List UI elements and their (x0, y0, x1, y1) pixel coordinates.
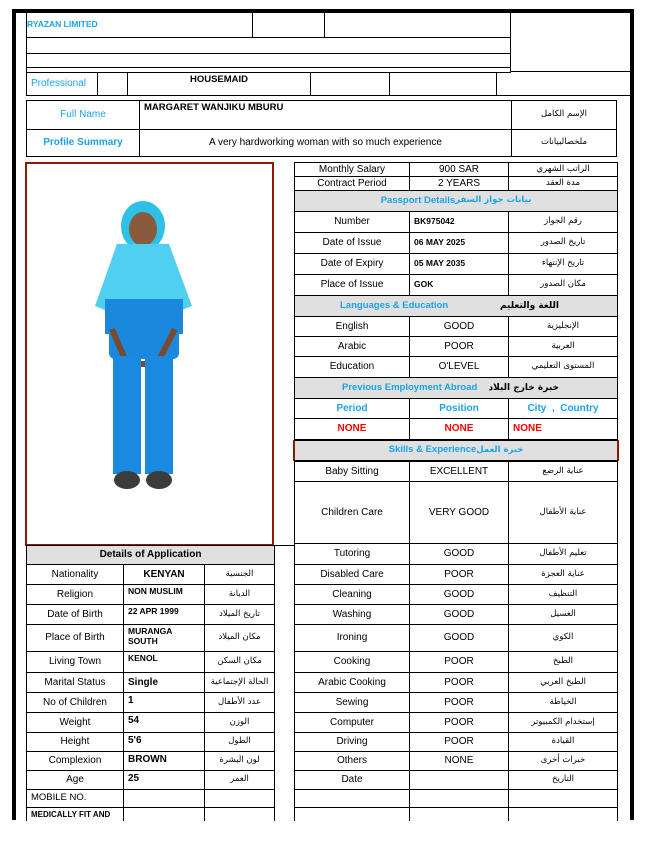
mobile-value[interactable] (123, 789, 205, 808)
skills-blank-1b (409, 789, 509, 808)
employment-section-header (294, 377, 618, 399)
employment-position-value: NONE (409, 418, 509, 440)
skills-section-header (293, 440, 619, 461)
english-value: GOOD (409, 316, 509, 337)
candidate-photo (25, 162, 274, 546)
application-value: 5'6 (123, 732, 205, 752)
skill-rating: POOR (409, 651, 509, 673)
medical-ar (204, 807, 275, 821)
skill-label: Washing (294, 604, 410, 625)
medical-value (123, 807, 205, 821)
skill-rating: POOR (409, 692, 509, 713)
passport-expiry-ar: تاريخ الإنتهاء (508, 253, 618, 275)
professional-extra-1 (310, 72, 390, 96)
monthly-salary-value: 900 SAR (409, 162, 509, 177)
english-label: English (294, 316, 410, 337)
skill-label-ar: التاريخ (508, 770, 618, 790)
arabic-value: POOR (409, 336, 509, 357)
profile-summary-ar: ملخصالبيانات (511, 129, 617, 157)
passport-place-value: GOK (409, 274, 509, 296)
employment-city-country-header: City , Country (508, 398, 618, 419)
application-label: Age (26, 770, 124, 790)
languages-title-ar: اللغة والتعليم (499, 300, 559, 311)
passport-title: Passport Details (380, 194, 456, 206)
application-value: 1 (123, 692, 205, 713)
person-figure-icon (27, 164, 272, 544)
skill-label-ar: الخياطة (508, 692, 618, 713)
skill-label: Others (294, 751, 410, 771)
application-label: Place of Birth (26, 624, 124, 652)
passport-number-label: Number (294, 211, 410, 233)
skills-blank-2a (294, 807, 410, 821)
company-name: RYAZAN LIMITED (27, 19, 98, 29)
skill-label: Driving (294, 732, 410, 752)
skill-rating: NONE (409, 751, 509, 771)
employment-period-header: Period (294, 398, 410, 419)
application-label-ar: عدد الأطفال (204, 692, 275, 713)
skill-label-ar: إستخدام الكمبيوتر (508, 712, 618, 733)
skill-rating: VERY GOOD (409, 481, 509, 544)
application-section-header: Details of Application (26, 545, 275, 565)
skill-label: Children Care (294, 481, 410, 544)
application-label: Complexion (26, 751, 124, 771)
employment-title-ar: خبرة خارج البلاد (488, 382, 559, 393)
employment-period-value: NONE (294, 418, 410, 440)
passport-title-ar: بيانات جواز السفر (455, 195, 532, 206)
employment-position-header: Position (409, 398, 509, 419)
monthly-salary-label: Monthly Salary (294, 162, 410, 177)
skill-label: Computer (294, 712, 410, 733)
skill-label: Tutoring (294, 543, 410, 565)
application-label-ar: الجنسية (204, 564, 275, 585)
passport-issue-value: 06 MAY 2025 (409, 232, 509, 254)
monthly-salary-ar: الراتب الشهري (508, 162, 618, 177)
skill-label-ar: عناية الرضع (508, 461, 618, 482)
application-label: Marital Status (26, 672, 124, 693)
application-label: Date of Birth (26, 604, 124, 625)
skills-title-ar: خبرة العمل (476, 444, 524, 455)
skill-label-ar: عناية العجزة (508, 564, 618, 585)
skill-rating: POOR (409, 672, 509, 693)
application-label-ar: الحالة الإجتماعية (204, 672, 275, 693)
application-label-ar: الطول (204, 732, 275, 752)
application-label: Weight (26, 712, 124, 733)
full-name-value: MARGARET WANJIKU MBURU (139, 100, 512, 130)
passport-section-header (294, 190, 618, 212)
passport-number-ar: رقم الجواز (508, 211, 618, 233)
skill-label-ar: عناية الأطفال (508, 481, 618, 544)
application-label: Religion (26, 584, 124, 605)
mobile-ar (204, 789, 275, 808)
skill-rating: EXCELLENT (409, 461, 509, 482)
employment-country-value: NONE (508, 418, 618, 440)
skill-label: Ironing (294, 624, 410, 652)
skill-label-ar: الغسيل (508, 604, 618, 625)
passport-expiry-value: 05 MAY 2035 (409, 253, 509, 275)
skill-label: Disabled Care (294, 564, 410, 585)
arabic-label: Arabic (294, 336, 410, 357)
full-name-label: Full Name (26, 100, 140, 130)
passport-expiry-label: Date of Expiry (294, 253, 410, 275)
skills-blank-2b (409, 807, 509, 821)
application-label-ar: مكان السكن (204, 651, 275, 673)
professional-blank (97, 72, 128, 96)
application-value: MURANGA SOUTH (123, 624, 205, 652)
passport-place-ar: مكان الصدور (508, 274, 618, 296)
application-label: No of Children (26, 692, 124, 713)
skill-rating (409, 770, 509, 790)
skills-blank-1c (508, 789, 618, 808)
skill-label: Sewing (294, 692, 410, 713)
education-value: O'LEVEL (409, 356, 509, 378)
full-name-ar: الإسم الكامل (511, 100, 617, 130)
contract-period-ar: مدة العقد (508, 176, 618, 191)
application-label-ar: تاريخ الميلاد (204, 604, 275, 625)
application-value: KENOL (123, 651, 205, 673)
skill-rating: POOR (409, 564, 509, 585)
application-label-ar: لون البشرة (204, 751, 275, 771)
application-label-ar: الوزن (204, 712, 275, 733)
skill-rating: GOOD (409, 604, 509, 625)
application-label: Living Town (26, 651, 124, 673)
skill-label-ar: تعليم الأطفال (508, 543, 618, 565)
mobile-label: MOBILE NO. (26, 789, 124, 808)
application-value: 22 APR 1999 (123, 604, 205, 625)
education-label: Education (294, 356, 410, 378)
professional-extra-2 (389, 72, 497, 96)
skill-label: Cooking (294, 651, 410, 673)
application-value: NON MUSLIM (123, 584, 205, 605)
english-ar: الإنجليزية (508, 316, 618, 337)
skills-blank-2c (508, 807, 618, 821)
languages-title: Languages & Education (340, 299, 449, 311)
skill-rating: GOOD (409, 584, 509, 605)
medical-label: MEDICALLY FIT AND (26, 807, 124, 821)
application-label-ar: مكان الميلاد (204, 624, 275, 652)
employment-title: Previous Employment Abroad (342, 381, 478, 393)
skills-blank-1a (294, 789, 410, 808)
passport-number-value: BK975042 (409, 211, 509, 233)
skill-label-ar: الكوي (508, 624, 618, 652)
contract-period-value: 2 YEARS (409, 176, 509, 191)
application-label-ar: العمر (204, 770, 275, 790)
application-label-ar: الديانة (204, 584, 275, 605)
skill-rating: GOOD (409, 624, 509, 652)
passport-issue-label: Date of Issue (294, 232, 410, 254)
application-value: 54 (123, 712, 205, 733)
skill-label: Date (294, 770, 410, 790)
skill-rating: GOOD (409, 543, 509, 565)
application-value: KENYAN (123, 564, 205, 585)
skill-rating: POOR (409, 712, 509, 733)
profile-summary-label: Profile Summary (26, 129, 140, 157)
profile-summary-value: A very hardworking woman with so much experience (139, 129, 512, 157)
professional-label: Professional (26, 72, 98, 96)
application-label: Nationality (26, 564, 124, 585)
skill-label-ar: الطبخ (508, 651, 618, 673)
skill-label-ar: القيادة (508, 732, 618, 752)
education-ar: المستوى التعليمي (508, 356, 618, 378)
profession: HOUSEMAID (127, 72, 311, 96)
languages-section-header (294, 295, 618, 317)
arabic-ar: العربية (508, 336, 618, 357)
application-label: Height (26, 732, 124, 752)
skill-label: Cleaning (294, 584, 410, 605)
skill-label-ar: الطبخ العربي (508, 672, 618, 693)
skill-label-ar: التنظيف (508, 584, 618, 605)
contract-period-label: Contract Period (294, 176, 410, 191)
skill-rating: POOR (409, 732, 509, 752)
header-box (26, 12, 511, 72)
passport-place-label: Place of Issue (294, 274, 410, 296)
skill-label: Arabic Cooking (294, 672, 410, 693)
application-value: BROWN (123, 751, 205, 771)
frame-left (12, 10, 16, 820)
passport-issue-ar: تاريخ الصدور (508, 232, 618, 254)
logo-box (510, 12, 631, 72)
skill-label-ar: خبرات أخرى (508, 751, 618, 771)
application-value: Single (123, 672, 205, 693)
skill-label: Baby Sitting (294, 461, 410, 482)
application-value: 25 (123, 770, 205, 790)
frame-right (630, 9, 634, 820)
skills-title: Skills & Experience (388, 444, 477, 456)
